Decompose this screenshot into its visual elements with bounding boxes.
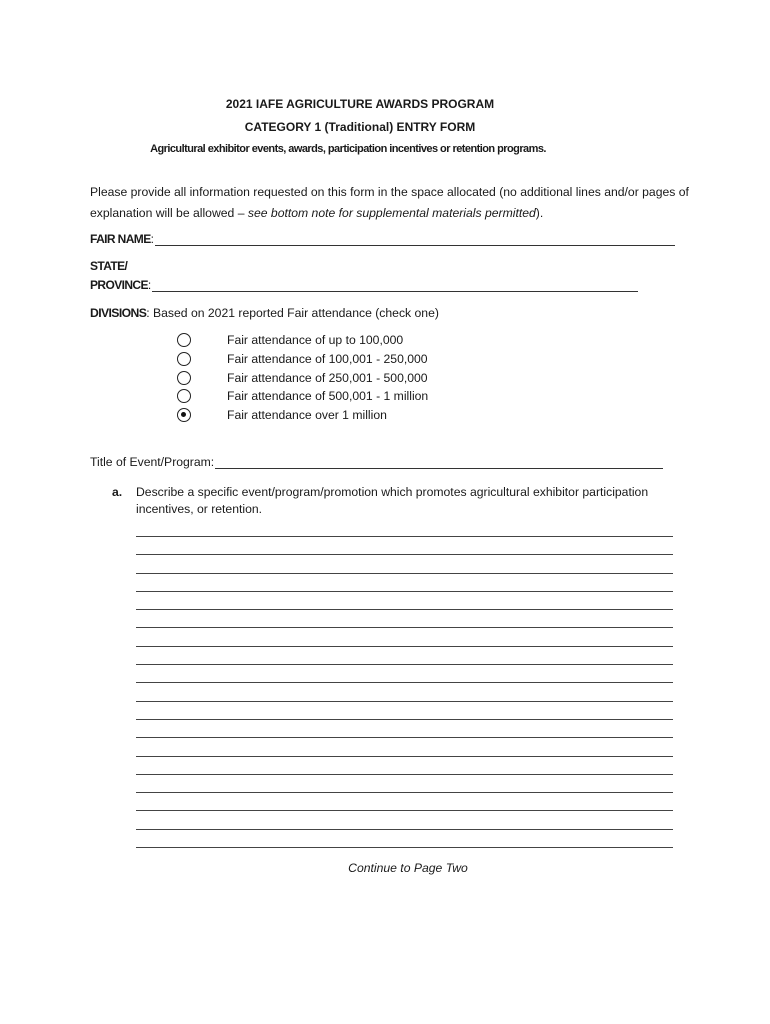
fair-name-label: FAIR NAME: [90, 232, 151, 246]
radio-button[interactable]: [177, 352, 191, 366]
fair-name-colon: :: [150, 232, 154, 246]
category-title: CATEGORY 1 (Traditional) ENTRY FORM: [244, 120, 476, 134]
radio-button[interactable]: [177, 333, 191, 347]
division-option-label: Fair attendance of 250,001 - 500,000: [227, 370, 428, 385]
form-header: [0, 93, 720, 160]
event-title-label: Title of Event/Program:: [90, 455, 215, 469]
fair-name-row: [90, 232, 675, 246]
division-option-label: Fair attendance of 500,001 - 1 million: [227, 389, 429, 404]
divisions-row: [90, 306, 439, 320]
question-a-marker: a.: [112, 485, 123, 499]
province-row: [90, 278, 638, 292]
continue-note: Continue to Page Two: [348, 861, 468, 875]
province-colon: :: [147, 278, 152, 292]
answer-line[interactable]: [136, 592, 673, 610]
answer-line[interactable]: [136, 628, 673, 646]
answer-line[interactable]: [136, 574, 673, 592]
answer-line[interactable]: [136, 555, 673, 573]
division-option[interactable]: [177, 368, 428, 387]
state-label: STATE/: [90, 259, 128, 273]
answer-line[interactable]: [136, 647, 673, 665]
answer-line[interactable]: [136, 738, 673, 756]
program-title: 2021 IAFE AGRICULTURE AWARDS PROGRAM: [225, 97, 495, 111]
instructions-paragraph: [90, 182, 690, 224]
answer-line[interactable]: [136, 665, 673, 683]
division-option-label: Fair attendance of 100,001 - 250,000: [227, 352, 428, 367]
answer-line[interactable]: [136, 720, 673, 738]
answer-a-area[interactable]: [136, 536, 673, 848]
division-option[interactable]: [177, 387, 428, 406]
fair-name-field[interactable]: [155, 233, 675, 246]
divisions-label: DIVISIONS: [90, 306, 147, 320]
answer-line[interactable]: [136, 775, 673, 793]
event-title-row: [90, 455, 663, 469]
division-option-label: Fair attendance of up to 100,000: [227, 333, 404, 348]
answer-line[interactable]: [136, 811, 673, 829]
division-options: [177, 331, 428, 424]
division-option[interactable]: [177, 406, 428, 425]
instructions-end: ).: [535, 206, 544, 220]
radio-button[interactable]: [177, 371, 191, 385]
division-option[interactable]: [177, 350, 428, 369]
answer-line[interactable]: [136, 537, 673, 555]
event-title-field[interactable]: [215, 456, 663, 469]
division-option-label: Fair attendance over 1 million: [227, 408, 387, 423]
instructions-text: Please provide all information requested on this form in the space allocated (no additional lines and/or pages of explanation will be allowed –: [90, 185, 689, 220]
division-option[interactable]: [177, 331, 428, 350]
question-a-text: Describe a specific event/program/promotion which promotes agricultural exhibitor participation incentives, or retention.: [136, 485, 649, 516]
category-description: Agricultural exhibitor events, awards, participation incentives or retention programs.: [150, 143, 546, 155]
state-province-field[interactable]: [152, 279, 638, 292]
answer-line[interactable]: [136, 610, 673, 628]
answer-line[interactable]: [136, 683, 673, 701]
divisions-description: Based on 2021 reported Fair attendance (check one): [149, 306, 439, 320]
instructions-note: see bottom note for supplemental materials permitted: [247, 206, 536, 220]
radio-button[interactable]: [177, 408, 191, 422]
province-label: PROVINCE: [90, 278, 148, 292]
answer-line[interactable]: [136, 793, 673, 811]
answer-line[interactable]: [136, 757, 673, 775]
question-a: [112, 484, 692, 518]
answer-line[interactable]: [136, 830, 673, 848]
radio-button[interactable]: [177, 389, 191, 403]
divisions-colon: :: [146, 306, 150, 320]
answer-line[interactable]: [136, 702, 673, 720]
